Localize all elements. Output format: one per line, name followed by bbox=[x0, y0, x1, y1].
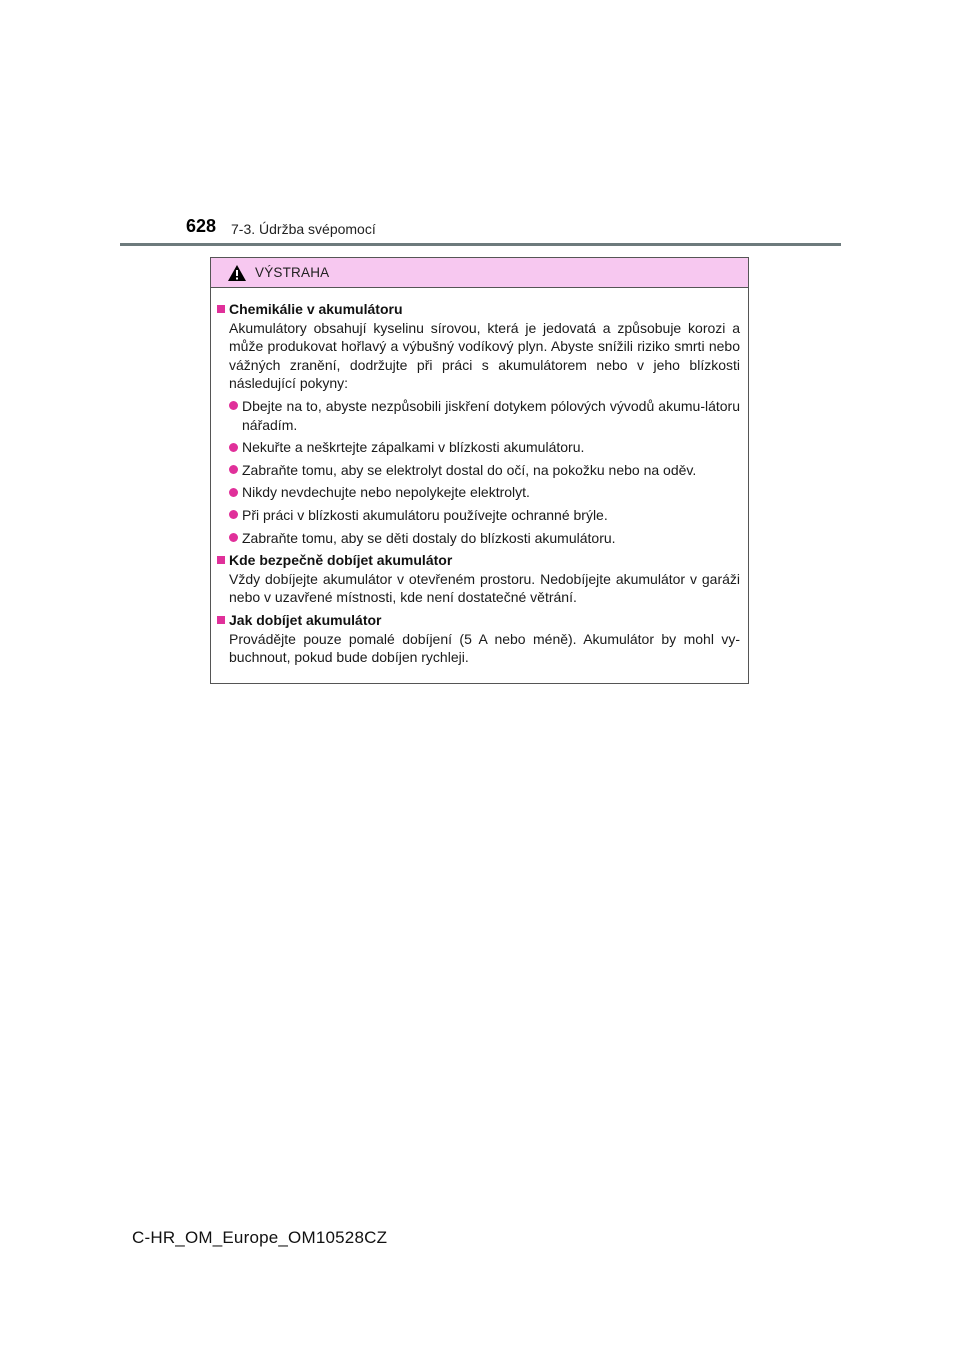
dot-bullet-icon bbox=[229, 510, 238, 519]
section-text: Vždy dobíjejte akumulátor v otevřeném prostoru. Nedobíjejte akumulátor v garáži nebo v uzavřené místnosti, kde není dostatečné větrání. bbox=[229, 570, 740, 606]
dot-bullet-icon bbox=[229, 488, 238, 497]
list-item-text: Nekuřte a neškrtejte zápalkami v blízkosti akumulátoru. bbox=[242, 439, 585, 456]
list-item bbox=[217, 461, 740, 480]
section-heading-text: Chemikálie v akumulátoru bbox=[229, 301, 403, 317]
dot-bullet-icon bbox=[229, 465, 238, 474]
square-bullet-icon bbox=[217, 305, 225, 313]
section-heading bbox=[217, 551, 740, 570]
square-bullet-icon bbox=[217, 616, 225, 624]
section-heading-text: Jak dobíjet akumulátor bbox=[229, 611, 382, 628]
list-item bbox=[217, 529, 740, 548]
section-text: Akumulátory obsahují kyselinu sírovou, která je jedovatá a způsobuje korozi a může produkovat hořlavý a výbušný vodíkový plyn. Abyste snížili riziko smrti nebo vážných zranění, dodržujte při práci s akumulátorem nebo v jeho blízkosti následující pokyny: bbox=[229, 319, 740, 392]
warning-triangle-icon bbox=[227, 264, 247, 282]
section-heading bbox=[217, 300, 740, 319]
section-text: Provádějte pouze pomalé dobíjení (5 A nebo méně). Akumulátor by mohl vy-buchnout, pokud bude dobíjen rychleji. bbox=[229, 630, 740, 666]
section-heading bbox=[217, 611, 740, 630]
list-item bbox=[217, 483, 740, 502]
section-title: 7-3. Údržba svépomocí bbox=[231, 221, 376, 237]
section-where-to-charge bbox=[217, 551, 740, 607]
list-item-text: Dbejte na to, abyste nezpůsobili jiskření dotykem pólových vývodů akumu-látoru nářadím. bbox=[242, 397, 740, 433]
page-number: 628 bbox=[186, 216, 217, 236]
warning-body bbox=[211, 288, 748, 667]
footer-document-id: C-HR_OM_Europe_OM10528CZ bbox=[132, 1228, 388, 1247]
dot-bullet-icon bbox=[229, 401, 238, 410]
list-item-text: Zabraňte tomu, aby se děti dostaly do blízkosti akumulátoru. bbox=[242, 529, 616, 546]
dot-bullet-icon bbox=[229, 443, 238, 452]
dot-bullet-icon bbox=[229, 533, 238, 542]
list-item-text: Zabraňte tomu, aby se elektrolyt dostal do očí, na pokožku nebo na oděv. bbox=[242, 461, 697, 478]
list-item-text: Při práci v blízkosti akumulátoru používejte ochranné brýle. bbox=[242, 506, 608, 523]
warning-label: VÝSTRAHA bbox=[255, 265, 330, 280]
section-heading-text: Kde bezpečně dobíjet akumulátor bbox=[229, 552, 453, 569]
list-item bbox=[217, 438, 740, 457]
warning-header bbox=[211, 258, 748, 288]
list-item-text: Nikdy nevdechujte nebo nepolykejte elektrolyt. bbox=[242, 484, 530, 501]
section-chemicals bbox=[217, 300, 740, 547]
warning-box bbox=[210, 257, 749, 684]
header-rule bbox=[120, 243, 841, 246]
square-bullet-icon bbox=[217, 556, 225, 564]
section-how-to-charge bbox=[217, 611, 740, 667]
list-item bbox=[217, 397, 740, 434]
list-item bbox=[217, 506, 740, 525]
